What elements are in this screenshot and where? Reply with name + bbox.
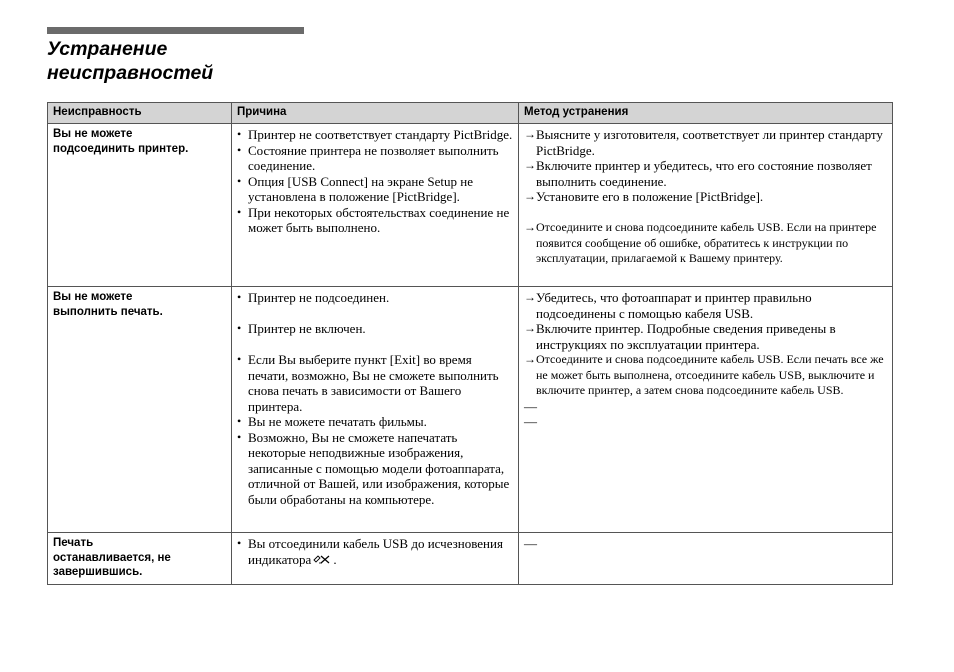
pictbridge-transfer-icon <box>313 554 331 565</box>
cause-text: Опция [USB Connect] на экране Setup не установлена в положение [PictBridge]. <box>248 173 473 204</box>
remedy-text: Выясните у изготовителя, соответствует ли принтер стандарту PictBridge. <box>536 127 883 158</box>
problem-line: Печать <box>53 537 94 549</box>
cause-text: Возможно, Вы не сможете напечатать некоторые неподвижные изображения, записанные с помощью модели фотоаппарата, отличной от Вашей, или изображения, которые были обработаны на компьютере. <box>248 429 510 507</box>
cause-item <box>237 143 513 174</box>
remedy-item <box>524 352 887 399</box>
cause-cell <box>232 533 519 585</box>
table-row <box>48 287 893 533</box>
remedy-text: Отсоедините и снова подсоедините кабель USB. Если на принтере появится сообщение об ошибке, обратитесь к инструкции по эксплуатации, прилагаемой к Вашему принтеру. <box>536 220 877 265</box>
cause-item <box>237 352 513 414</box>
arrow-icon: → <box>524 189 536 203</box>
cause-item <box>237 430 513 508</box>
empty-remedy-dash: — <box>524 398 537 414</box>
remedy-item <box>524 127 887 158</box>
empty-remedy-dash: — <box>524 414 537 429</box>
bullet-mark: • <box>237 429 242 444</box>
bullet-mark: • <box>237 204 242 219</box>
troubleshooting-table <box>47 102 893 585</box>
header-problem: Неисправность <box>48 103 232 124</box>
page-title-line-2: неисправностей <box>47 62 214 84</box>
header-remedy: Метод устранения <box>519 103 893 124</box>
spacer <box>237 337 513 353</box>
cause-item <box>237 127 513 143</box>
problem-cell <box>48 287 232 533</box>
header-cause: Причина <box>232 103 519 124</box>
bullet-mark: • <box>237 290 242 304</box>
cause-item <box>237 321 513 337</box>
table-row <box>48 124 893 287</box>
cause-item <box>237 536 513 567</box>
cause-text: При некоторых обстоятельствах соединение не может быть выполнено. <box>248 204 510 235</box>
cause-cell <box>232 287 519 533</box>
table-row <box>48 533 893 585</box>
cause-text: Если Вы выберите пункт [Exit] во время печати, возможно, Вы не сможете выполнить снова печать в зависимости от Вашего принтера. <box>248 352 499 414</box>
problem-line: подсоединить принтер. <box>53 142 189 155</box>
arrow-icon: → <box>524 220 536 234</box>
cause-item <box>237 205 513 236</box>
problem-line: завершившись. <box>53 566 143 578</box>
remedy-cell <box>519 124 893 287</box>
remedy-item <box>524 189 887 205</box>
cause-text: Принтер не включен. <box>248 321 366 336</box>
remedy-item <box>524 290 887 321</box>
cause-item <box>237 414 513 430</box>
remedy-text: Включите принтер. Подробные сведения приведены в инструкциях по эксплуатации принтера. <box>536 321 836 352</box>
problem-line: Вы не можете <box>53 128 133 140</box>
arrow-icon: → <box>524 352 536 366</box>
remedy-item <box>524 321 887 352</box>
arrow-icon: → <box>524 321 536 335</box>
remedy-item <box>524 220 887 267</box>
cause-text-part: Вы отсоединили кабель USB до исчезновения индикатора <box>248 536 503 567</box>
cause-text: Вы не можете печатать фильмы. <box>248 414 427 429</box>
bullet-mark: • <box>237 536 242 550</box>
title-bar <box>47 27 304 34</box>
remedy-text: Убедитесь, что фотоаппарат и принтер правильно подсоединены с помощью кабеля USB. <box>536 290 812 321</box>
cause-text-part: . <box>333 551 337 567</box>
bullet-mark: • <box>237 321 242 335</box>
problem-cell <box>48 533 232 585</box>
bullet-mark: • <box>237 352 242 366</box>
cause-item <box>237 174 513 205</box>
spacer <box>524 205 887 221</box>
bullet-mark: • <box>237 414 242 428</box>
empty-remedy-dash: — <box>524 536 537 551</box>
cause-item <box>237 290 513 306</box>
cause-cell <box>232 124 519 287</box>
page-title <box>47 37 347 85</box>
problem-line: останавливается, не <box>53 551 171 564</box>
cause-text: Принтер не подсоединен. <box>248 290 390 305</box>
table-header-row <box>48 103 893 124</box>
problem-cell <box>48 124 232 287</box>
cause-text <box>248 536 513 567</box>
arrow-icon: → <box>524 158 536 172</box>
arrow-icon: → <box>524 290 536 304</box>
arrow-icon: → <box>524 127 536 141</box>
cause-text: Состояние принтера не позволяет выполнить соединение. <box>248 142 499 173</box>
page-title-line-1: Устранение <box>47 38 168 60</box>
bullet-mark: • <box>237 127 242 141</box>
remedy-text: Отсоедините и снова подсоедините кабель USB. Если печать все же не может быть выполнена, отсоедините кабель USB, выключите и включите принтер, а затем снова подсоедините кабель USB. <box>536 352 884 397</box>
remedy-text: Включите принтер и убедитесь, что его состояние позволяет выполнить соединение. <box>536 158 872 189</box>
problem-line: выполнить печать. <box>53 305 163 318</box>
bullet-mark: • <box>237 173 242 188</box>
problem-line: Вы не можете <box>53 291 133 303</box>
spacer <box>237 306 513 322</box>
remedy-cell <box>519 287 893 533</box>
bullet-mark: • <box>237 142 242 157</box>
remedy-cell <box>519 533 893 585</box>
remedy-text: Установите его в положение [PictBridge]. <box>536 189 764 204</box>
cause-text: Принтер не соответствует стандарту PictBridge. <box>248 127 513 142</box>
remedy-item <box>524 158 887 189</box>
